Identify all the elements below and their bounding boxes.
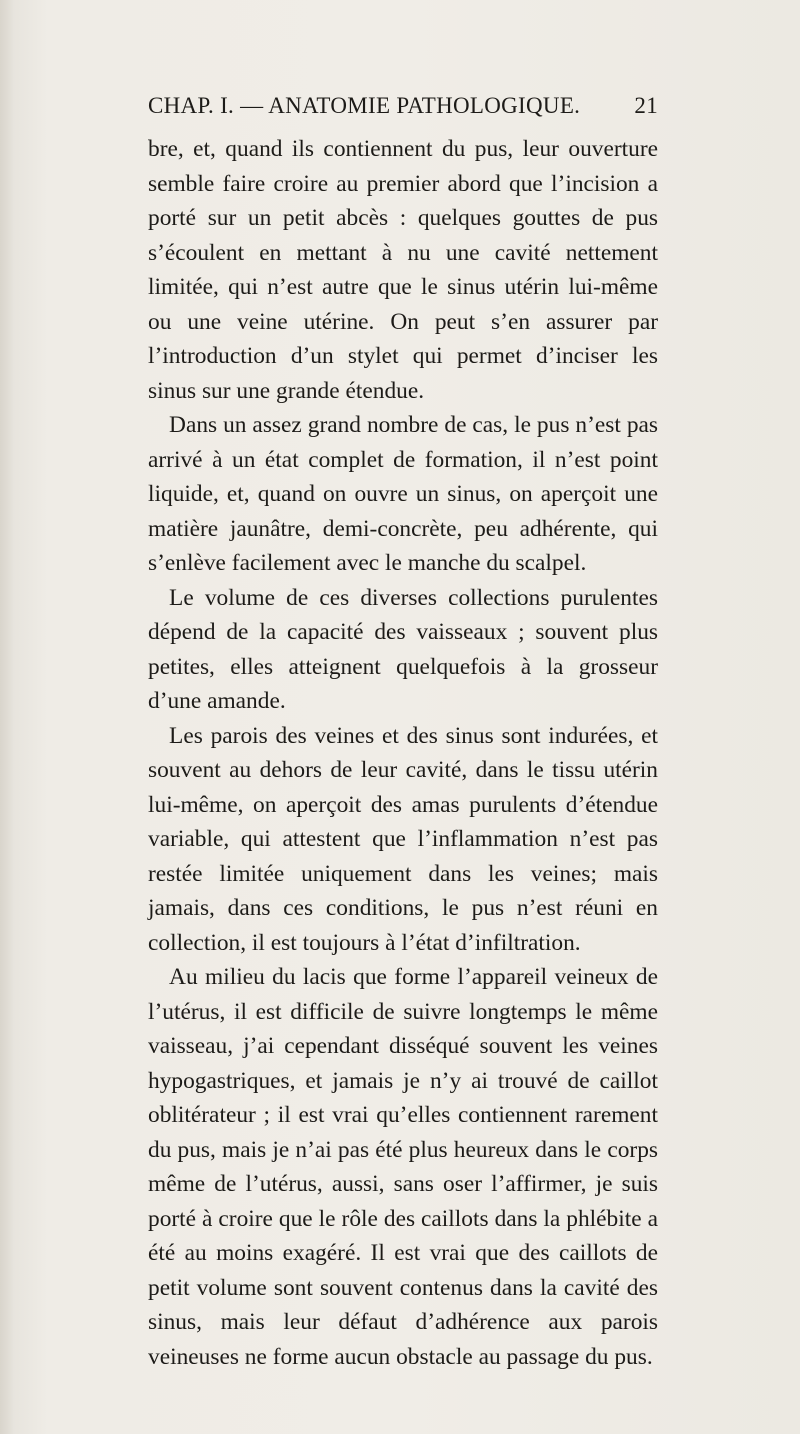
paragraph: Les parois des veines et des sinus sont indurées, et souvent au dehors de leur cavité, dans le tissu utérin lui-même, on aperçoit des amas purulents d’étendue variable, qui attestent que l’inflammation n’est pas restée limitée uniquement dans les veines; mais jamais, dans ces conditions, le pus n’est réuni en collection, il est toujours à l’état d’infiltration.: [148, 722, 658, 956]
page-number: 21: [634, 93, 658, 118]
paragraph: Au milieu du lacis que forme l’appareil veineux de l’utérus, il est difficile de suivre longtemps le même vaisseau, j’ai cependant disséqué souvent les veines hypogastriques, et jamais je n’y ai trouvé de caillot oblitérateur ; il est vrai qu’elles contiennent rarement du pus, mais je n’ai pas été plus heureux dans le corps même de l’utérus, aussi, sans oser l’affirmer, je suis porté à croire que le rôle des caillots dans la phlébite a été au moins exagéré. Il est vrai que des caillots de petit volume sont souvent contenus dans la cavité des sinus, mais leur défaut d’adhérence aux parois veineuses ne forme aucun obstacle au passage du pus.: [148, 964, 658, 1370]
running-head-title: CHAP. I. — ANATOMIE PATHOLOGIQUE.: [148, 93, 581, 118]
body-text: [148, 132, 658, 1374]
running-head: [148, 93, 658, 129]
page-gutter-shadow: [0, 0, 14, 1434]
paragraph: Le volume de ces diverses collections purulentes dépend de la capacité des vaisseaux ; souvent plus petites, elles atteignent quelquefois à la grosseur d’une amande.: [148, 584, 658, 714]
paragraph-continuation: bre, et, quand ils contiennent du pus, leur ouverture semble faire croire au premier abord que l’incision a porté sur un petit abcès : quelques gouttes de pus s’écoulent en mettant à nu une cavité nettement limitée, qui n’est autre que le sinus utérin lui-même ou une veine utérine. On peut s’en assurer par l’introduction d’un stylet qui permet d’inciser les sinus sur une grande étendue.: [148, 136, 658, 404]
paragraph: Dans un assez grand nombre de cas, le pus n’est pas arrivé à un état complet de formation, il n’est point liquide, et, quand on ouvre un sinus, on aperçoit une matière jaunâtre, demi-concrète, peu adhérente, qui s’enlève facilement avec le manche du scalpel.: [148, 412, 658, 576]
